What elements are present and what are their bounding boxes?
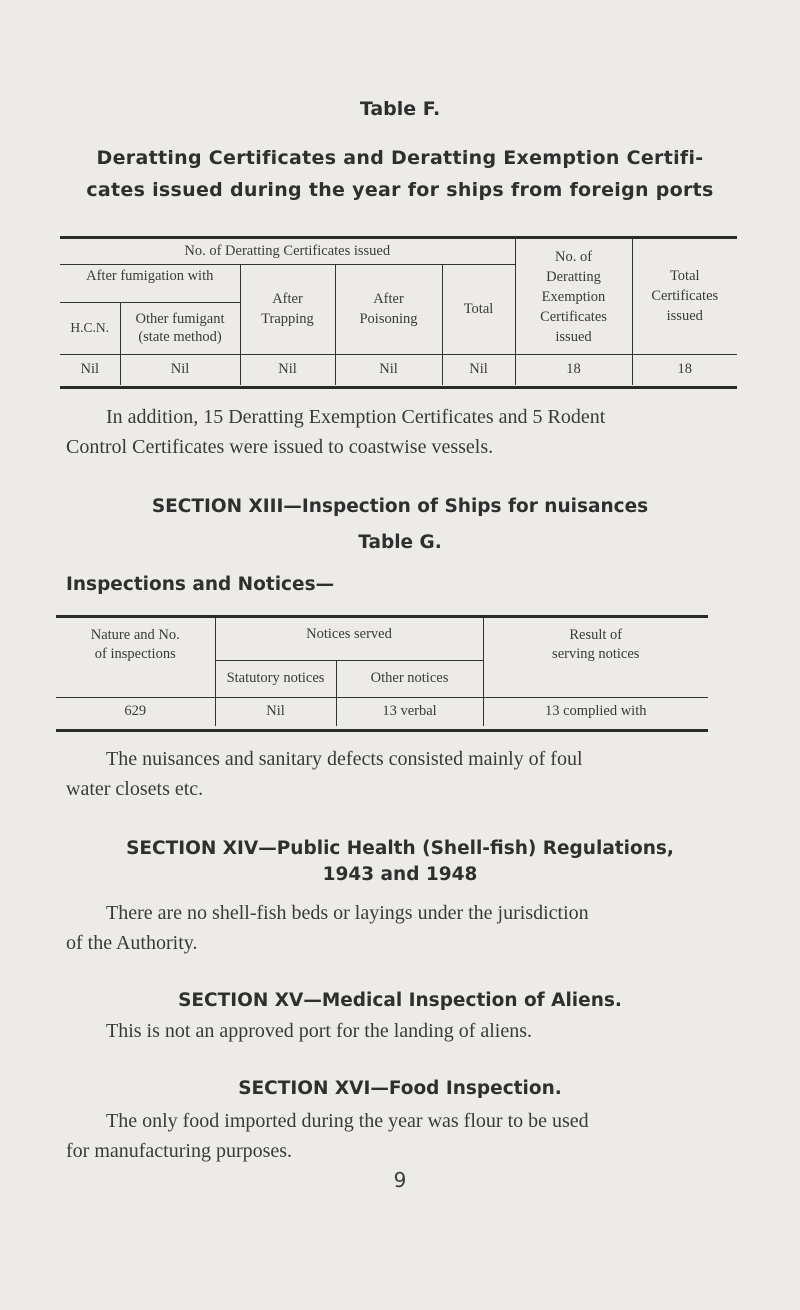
section-xv-heading: SECTION XV—Medical Inspection of Aliens. (178, 990, 622, 1011)
table-f-total-header: Total (442, 264, 515, 354)
paragraph-line: of the Authority. (66, 932, 198, 954)
table-g-title: Table G. (358, 532, 442, 553)
table-f-cell: 18 (632, 354, 737, 385)
table-f-cell: Nil (335, 354, 442, 385)
exemption-header-line: Exemption (541, 289, 606, 306)
nature-header-line: Nature and No. (90, 627, 180, 643)
table-f-fumigation-header: After fumigation with (60, 264, 240, 302)
paragraph-line: This is not an approved port for the landing of aliens. (106, 1020, 533, 1042)
total-certs-header-line: Certificates (651, 288, 719, 305)
total-certs-header-line: issued (666, 308, 703, 325)
table-f-cell: Nil (120, 354, 240, 385)
table-f-group-header: No. of Deratting Certificates issued (184, 242, 391, 259)
table-g-bottom-rule (56, 729, 708, 732)
exemption-header-line: No. of (554, 249, 593, 266)
trapping-header-line: Trapping (261, 311, 314, 327)
result-header-line: serving notices (552, 646, 640, 662)
page-number: 9 (393, 1168, 407, 1192)
nature-header-line: of inspections (94, 646, 176, 662)
nuisance-paragraph-continued (66, 774, 766, 804)
addition-paragraph-continued (66, 432, 766, 462)
table-g (56, 618, 708, 726)
section-xvi-heading: SECTION XVI—Food Inspection. (238, 1078, 562, 1099)
nuisance-paragraph (106, 744, 766, 774)
exemption-header-line: issued (555, 329, 592, 346)
table-g-cell: 13 complied with (483, 697, 708, 726)
other-fumigant-header-line: (state method) (138, 329, 222, 345)
section-xv-paragraph (106, 1016, 766, 1046)
total-certs-header-line: Total (669, 268, 700, 285)
paragraph-line: water closets etc. (66, 778, 204, 800)
other-fumigant-header-line: Other fumigant (135, 311, 225, 327)
table-f (60, 239, 737, 385)
section-xiv-paragraph (106, 898, 766, 928)
table-f-cell: Nil (442, 354, 515, 385)
poisoning-header-line: After (373, 291, 404, 307)
table-f-trapping-header (240, 264, 335, 354)
table-f-total-certs-header (632, 239, 737, 354)
table-g-cell: 13 verbal (336, 697, 483, 726)
table-f-hcn-header: H.C.N. (60, 302, 120, 354)
table-f-caption-line2: cates issued during the year for ships from foreign ports (86, 179, 714, 201)
table-f-caption-line1: Deratting Certificates and Deratting Exemption Certifi- (96, 147, 704, 169)
paragraph-line: The nuisances and sanitary defects consisted mainly of foul (106, 748, 583, 770)
table-f-title: Table F. (359, 98, 441, 120)
table-f-cell: 18 (515, 354, 632, 385)
paragraph-line: Control Certificates were issued to coastwise vessels. (66, 436, 494, 458)
table-g-cell: Nil (215, 697, 336, 726)
section-xiv-paragraph-continued (66, 928, 766, 958)
table-f-cell: Nil (240, 354, 335, 385)
table-g-statutory-header: Statutory notices (215, 660, 336, 697)
paragraph-line: The only food imported during the year was flour to be used (106, 1110, 589, 1132)
paragraph-line: for manufacturing purposes. (66, 1140, 293, 1162)
table-f-other-fumigant-header (120, 302, 240, 354)
section-xiv-heading-line2: 1943 and 1948 (322, 864, 478, 885)
table-f-poisoning-header (335, 264, 442, 354)
poisoning-header-line: Poisoning (359, 311, 418, 327)
table-g-notices-header: Notices served (215, 618, 483, 660)
section-xiii-heading: SECTION XIII—Inspection of Ships for nuisances (151, 496, 649, 517)
result-header-line: Result of (569, 627, 623, 643)
section-xvi-paragraph (106, 1106, 766, 1136)
paragraph-line: There are no shell-fish beds or layings under the jurisdiction (106, 902, 589, 924)
table-g-nature-header (56, 618, 215, 697)
addition-paragraph (106, 402, 766, 432)
table-row (60, 354, 737, 385)
section-xiv-heading: SECTION XIV—Public Health (Shell-fish) Regulations, (126, 838, 674, 859)
table-row (56, 697, 708, 726)
inspections-subheading: Inspections and Notices— (66, 574, 335, 595)
table-f-cell: Nil (60, 354, 120, 385)
exemption-header-line: Certificates (540, 309, 607, 326)
table-f-exemption-header (515, 239, 632, 354)
table-g-result-header (483, 618, 708, 697)
section-xvi-paragraph-continued (66, 1136, 766, 1166)
trapping-header-line: After (272, 291, 303, 307)
paragraph-line: In addition, 15 Deratting Exemption Certificates and 5 Rodent (106, 406, 606, 428)
exemption-header-line: Deratting (546, 269, 601, 286)
table-g-cell: 629 (56, 697, 215, 726)
table-f-bottom-rule (60, 386, 737, 389)
table-g-other-header: Other notices (336, 660, 483, 697)
